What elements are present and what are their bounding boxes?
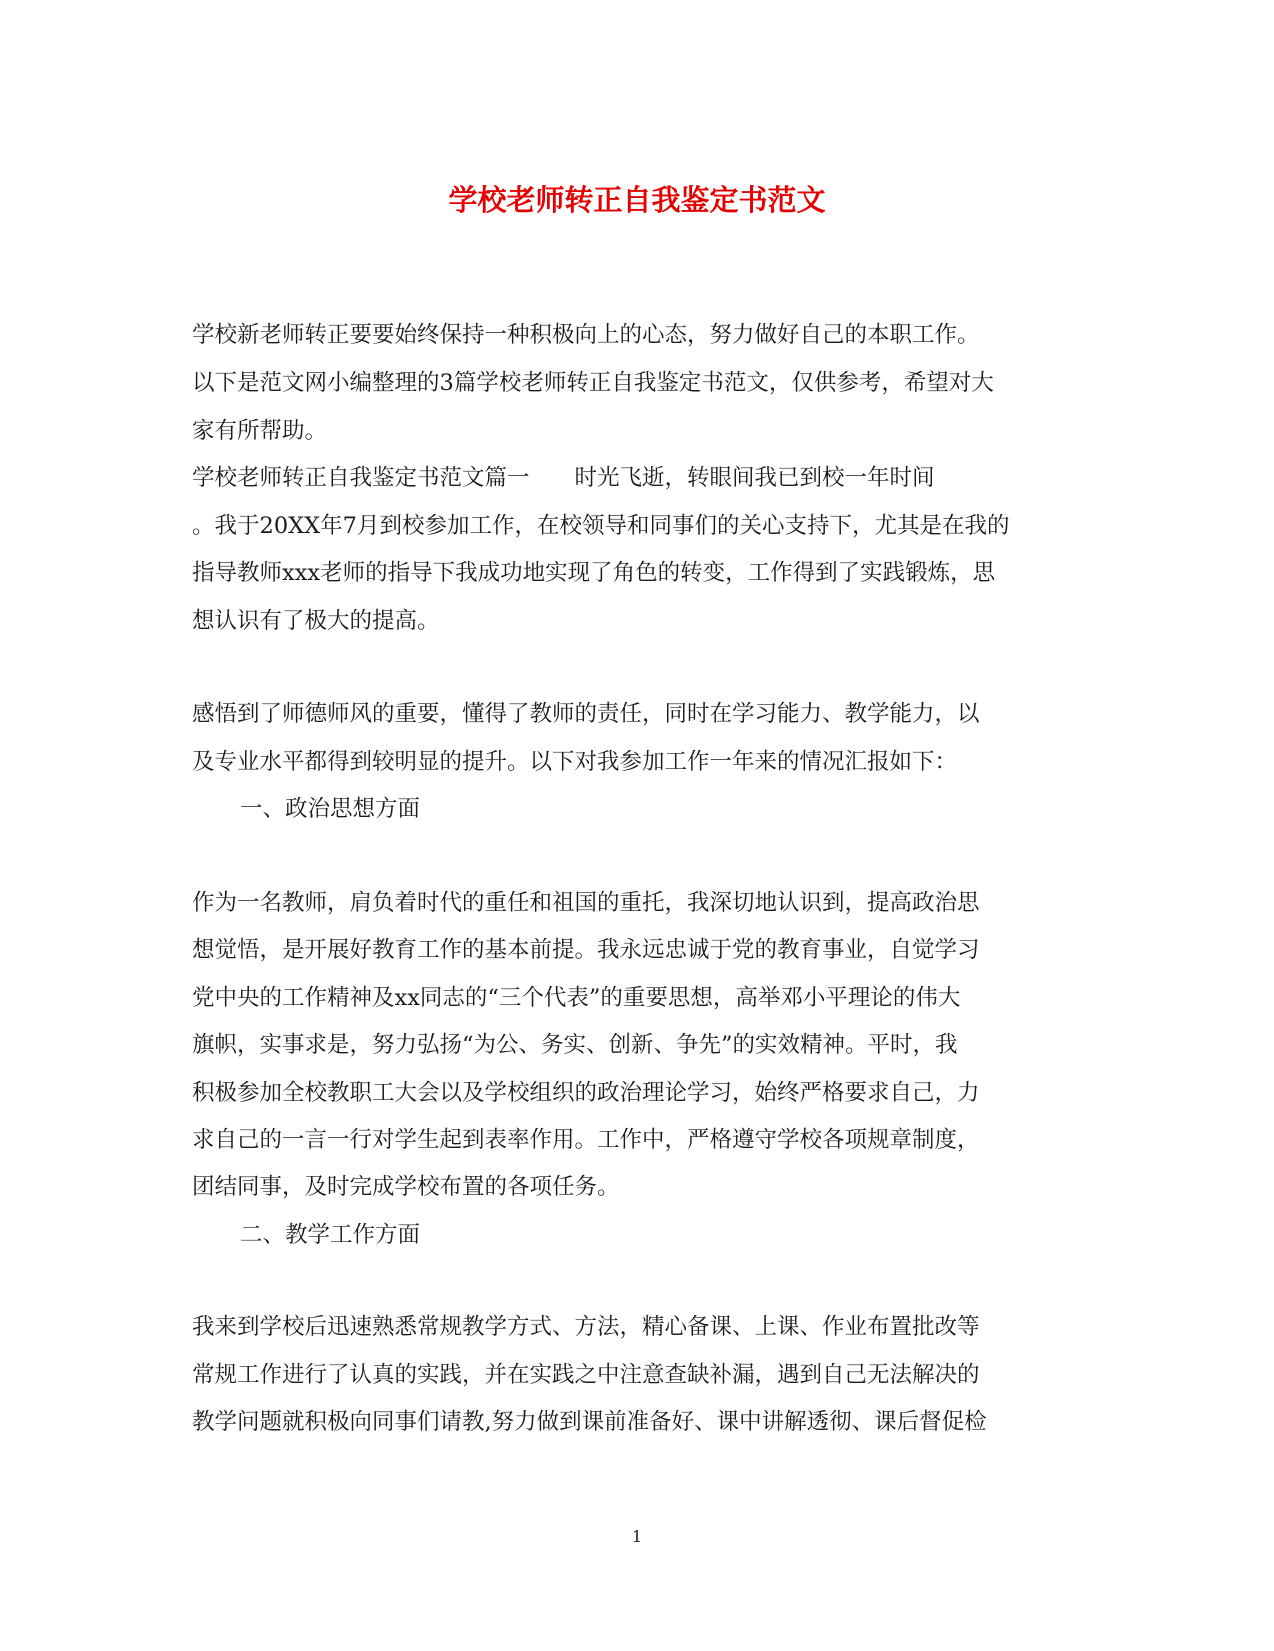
body-line: 想觉悟，是开展好教育工作的基本前提。我永远忠诚于党的教育事业，自觉学习 [192, 937, 980, 963]
body-line: 学校新老师转正要要始终保持一种积极向上的心态，努力做好自己的本职工作。 [192, 322, 980, 348]
body-line: 及专业水平都得到较明显的提升。以下对我参加工作一年来的情况汇报如下： [192, 749, 958, 775]
body-line: 旗帜，实事求是，努力弘扬“为公、务实、创新、争先”的实效精神。平时，我 [192, 1032, 958, 1058]
body-line: 。我于20XX年7月到校参加工作，在校领导和同事们的关心支持下，尤其是在我的 [192, 513, 1010, 539]
document-title: 学校老师转正自我鉴定书范文 [448, 183, 826, 217]
body-line: 我来到学校后迅速熟悉常规教学方式、方法，精心备课、上课、作业布置批改等 [192, 1314, 980, 1340]
body-line: 学校老师转正自我鉴定书范文篇一 时光飞逝，转眼间我已到校一年时间 [192, 465, 935, 491]
body-line: 党中央的工作精神及xx同志的“三个代表”的重要思想，高举邓小平理论的伟大 [192, 985, 961, 1011]
section-heading: 一、政治思想方面 [240, 796, 421, 822]
body-line: 求自己的一言一行对学生起到表率作用。工作中，严格遵守学校各项规章制度， [192, 1127, 980, 1153]
page-number: 1 [631, 1527, 643, 1546]
body-line: 家有所帮助。 [192, 418, 328, 444]
body-line: 以下是范文网小编整理的3篇学校老师转正自我鉴定书范文，仅供参考，希望对大 [192, 370, 994, 396]
body-line: 教学问题就积极向同事们请教,努力做到课前准备好、课中讲解透彻、课后督促检 [192, 1409, 987, 1435]
body-line: 指导教师xxx老师的指导下我成功地实现了角色的转变，工作得到了实践锻炼，思 [192, 560, 996, 586]
section-heading: 二、教学工作方面 [240, 1222, 421, 1248]
body-line: 团结同事，及时完成学校布置的各项任务。 [192, 1174, 620, 1200]
body-line: 积极参加全校教职工大会以及学校组织的政治理论学习，始终严格要求自己，力 [192, 1080, 980, 1106]
body-line: 作为一名教师，肩负着时代的重任和祖国的重托，我深切地认识到，提高政治思 [192, 890, 980, 916]
body-line: 常规工作进行了认真的实践，并在实践之中注意查缺补漏，遇到自己无法解决的 [192, 1362, 980, 1388]
body-line: 想认识有了极大的提高。 [192, 608, 440, 634]
body-line: 感悟到了师德师风的重要，懂得了教师的责任，同时在学习能力、教学能力，以 [192, 701, 980, 727]
